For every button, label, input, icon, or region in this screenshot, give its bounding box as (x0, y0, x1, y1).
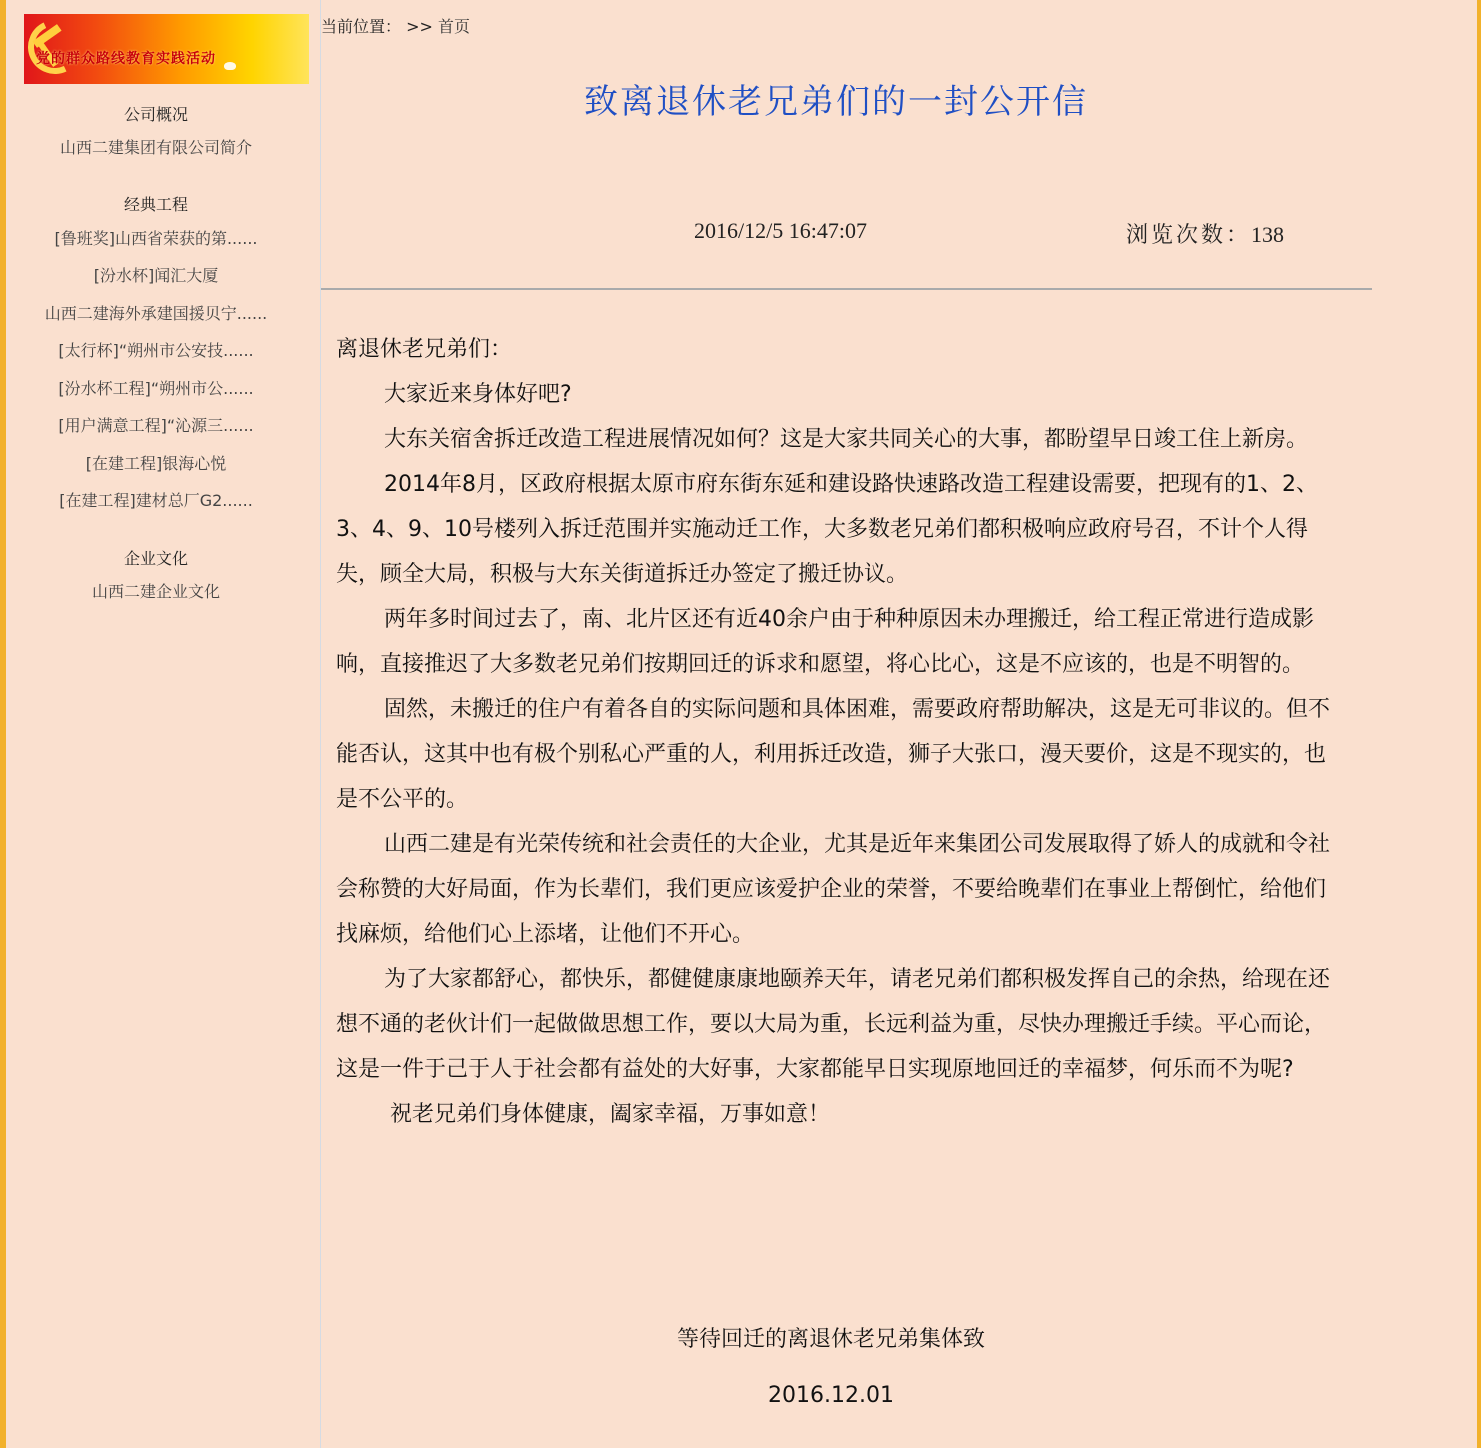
breadcrumb-separator: >> (406, 17, 433, 36)
breadcrumb-home-link[interactable]: 首页 (438, 17, 471, 36)
header-separator (321, 288, 1372, 290)
sidebar-link-project[interactable]: [汾水杯]闻汇大厦 (93, 266, 219, 285)
section-title-culture: 企业文化 (123, 549, 188, 568)
view-count-label: 浏览次数： (1126, 222, 1252, 247)
paragraph: 2014年8月，区政府根据太原市府东街东延和建设路快速路改造工程建设需要，把现有的1、2、3、4、9、10号楼列入拆迁范围并实施动迁工作，大多数老兄弟们都积极响应政府号召，不计个人得失，顾全大局，积极与大东关街道拆迁办签定了搬迁协议。 (336, 472, 1318, 587)
article-title: 致离退休老兄弟们的一封公开信 (584, 82, 1088, 122)
sidebar-link-project[interactable]: [汾水杯工程]“朔州市公...... (58, 379, 254, 398)
right-frame-border (1477, 0, 1481, 1448)
paragraph: 两年多时间过去了，南、北片区还有近40余户由于种种原因未办理搬迁，给工程正常进行造成影响，直接推迟了大多数老兄弟们按期回迁的诉求和愿望，将心比心，这是不应该的，也是不明智的。 (336, 607, 1314, 677)
sidebar-link-project[interactable]: [用户满意工程]“沁源三...... (58, 416, 254, 435)
dove-icon (224, 62, 236, 70)
view-count-value: 138 (1251, 222, 1285, 247)
sidebar-link-project[interactable]: [在建工程]银海心悦 (85, 454, 227, 473)
paragraph: 固然，未搬迁的住户有着各自的实际问题和具体困难，需要政府帮助解决，这是无可非议的。但不能否认，这其中也有极个别私心严重的人，利用拆迁改造，狮子大张口，漫天要价，这是不现实的，也是不公平的。 (336, 697, 1331, 812)
sidebar-link-project[interactable]: [鲁班奖]山西省荣获的第...... (54, 229, 258, 248)
sidebar-link-project[interactable]: 山西二建海外承建国援贝宁...... (44, 304, 268, 323)
closing-wish: 祝老兄弟们身体健康，阖家幸福，万事如意！ (390, 1102, 831, 1127)
sidebar-link-company-intro[interactable]: 山西二建集团有限公司简介 (59, 138, 252, 157)
paragraph: 为了大家都舒心，都快乐，都健健康康地颐养天年，请老兄弟们都积极发挥自己的余热，给现在还想不通的老伙计们一起做做思想工作，要以大局为重，长远利益为重，尽快办理搬迁手续。平心而论，这是一件于己于人于社会都有益处的大好事，大家都能早日实现原地回迁的幸福梦，何乐而不为呢? (336, 967, 1331, 1082)
signature: 等待回迁的离退休老兄弟集体致 (676, 1327, 985, 1352)
sidebar (6, 0, 320, 1448)
sidebar-divider (320, 0, 321, 1448)
section-title-projects: 经典工程 (123, 195, 188, 214)
article-body (336, 327, 1336, 1137)
campaign-banner[interactable] (24, 14, 309, 84)
breadcrumb (321, 14, 470, 37)
signature-date: 2016.12.01 (768, 1383, 894, 1408)
paragraph: 山西二建是有光荣传统和社会责任的大企业，尤其是近年来集团公司发展取得了娇人的成就和令社会称赞的大好局面，作为长辈们，我们更应该爱护企业的荣誉，不要给晚辈们在事业上帮倒忙，给他们找麻烦，给他们心上添堵，让他们不开心。 (336, 832, 1331, 947)
banner-slogan: 党的群众路线教育实践活动 (36, 51, 216, 67)
sidebar-link-culture[interactable]: 山西二建企业文化 (91, 582, 220, 601)
sidebar-link-project[interactable]: [在建工程]建材总厂G2...... (59, 491, 253, 510)
publish-datetime: 2016/12/5 16:47:07 (694, 218, 867, 243)
view-count (1126, 218, 1284, 249)
breadcrumb-label: 当前位置： (321, 17, 402, 36)
paragraph: 大家近来身体好吧? (384, 382, 572, 407)
salutation: 离退休老兄弟们： (336, 337, 513, 362)
section-title-company: 公司概况 (123, 105, 188, 124)
sidebar-link-project[interactable]: [太行杯]“朔州市公安技...... (58, 341, 254, 360)
paragraph: 大东关宿舍拆迁改造工程进展情况如何？这是大家共同关心的大事，都盼望早日竣工住上新房。 (384, 427, 1309, 452)
